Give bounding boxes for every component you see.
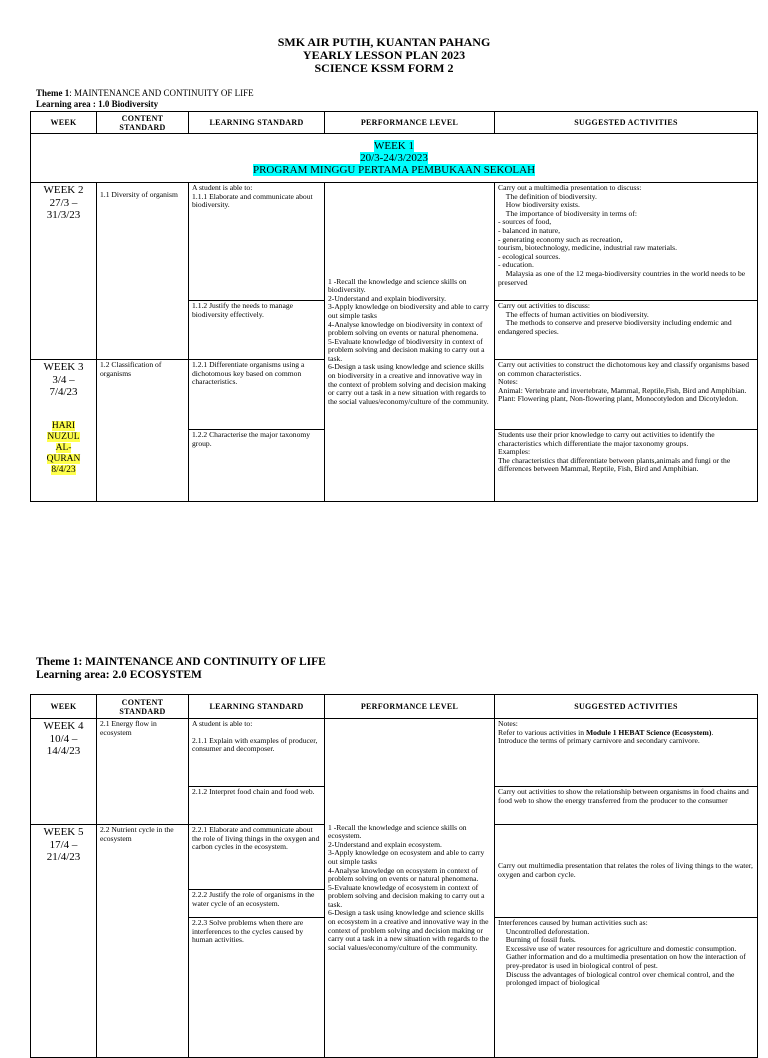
ls-1-2-1: 1.2.1 Differentiate organisms using a dichotomous key based on common characteristics. — [189, 360, 325, 430]
week2-label: WEEK 2 — [43, 184, 84, 196]
col-suggested-activities: SUGGESTED ACTIVITIES — [495, 112, 758, 134]
week5-cell — [31, 825, 97, 1058]
ls-1-1-2: 1.1.2 Justify the needs to manage biodiversity effectively. — [189, 301, 325, 360]
week1-date: 20/3-24/3/2023 — [360, 152, 428, 164]
activity-line: The definition of biodiversity. — [498, 191, 590, 201]
activity-line: Excessive use of water resources for agriculture and domestic consumption. — [498, 943, 729, 953]
week1-banner — [31, 134, 758, 183]
holiday-line: HARI — [51, 420, 76, 431]
pl-3: 3-Apply knowledge on biodiversity and able to carry out simple tasks — [328, 302, 489, 320]
week2-cell — [31, 183, 97, 360]
week2-date-end: 31/3/23 — [46, 209, 81, 221]
activity-line: Examples: — [498, 447, 531, 457]
module-name: Module 1 HEBAT Science (Ecosystem) — [585, 727, 712, 737]
pl-3: 3-Apply knowledge on ecosystem and able to carry out simple tasks — [328, 848, 485, 866]
week1-program: PROGRAM MINGGU PERTAMA PEMBUKAAN SEKOLAH — [252, 164, 536, 176]
col-learning-standard: LEARNING STANDARD — [189, 112, 325, 134]
col-learning-standard: LEARNING STANDARD — [189, 695, 325, 719]
activity-line: Gather information and do a multimedia presentation on how the interaction of prey-predator is used in biological control of pest. — [506, 952, 746, 970]
week4-date-start: 10/4 – — [49, 732, 78, 745]
holiday-line: 8/4/23 — [51, 464, 76, 475]
activity-line: Introduce the terms of primary carnivore and secondary carnivore. — [498, 736, 700, 746]
table-header-row — [31, 695, 758, 719]
theme-line-1 — [36, 88, 254, 98]
activity-line: Animal: Vertebrate and invertebrate, Mammal, Reptile,Fish, Bird and Amphibian. — [498, 385, 747, 395]
week5-content-standard: 2.2 Nutrient cycle in the ecosystem — [97, 825, 189, 1058]
theme-text: : MAINTENANCE AND CONTINUITY OF LIFE — [69, 88, 254, 98]
week4-activities-b: Carry out activities to show the relationship between organisms in food chains and food web to show the energy transferred from the producer to the consumer — [495, 787, 758, 825]
activity-line: Carry out a multimedia presentation to discuss: — [498, 183, 642, 192]
week2-row-a — [31, 183, 758, 301]
ls-1-2-2: 1.2.2 Characterise the major taxonomy group. — [189, 430, 325, 502]
ls-2-2-3: 2.2.3 Solve problems when there are interferences to the cycles caused by human activities. — [189, 918, 325, 1058]
col-performance-level: PERFORMANCE LEVEL — [325, 112, 495, 134]
week5-date-start: 17/4 – — [49, 838, 78, 851]
activity-line: The effects of human activities on biodiversity. — [498, 309, 641, 319]
col-performance-level: PERFORMANCE LEVEL — [325, 695, 495, 719]
activity-line: - ecological sources. — [498, 251, 561, 261]
table-header-row — [31, 112, 758, 134]
refer-text: Refer to various activities in — [498, 727, 586, 737]
activity-line: - generating economy such as recreation, — [498, 234, 623, 244]
week3-activities-b — [495, 430, 758, 502]
week4-row-a — [31, 719, 758, 787]
week2-learning-standard-a — [189, 183, 325, 301]
week4-cell — [31, 719, 97, 825]
learning-area-2: Learning area: 2.0 ECOSYSTEM — [36, 669, 202, 681]
week2-date-start: 27/3 – — [49, 196, 78, 209]
week4-learning-standard-a — [189, 719, 325, 787]
activity-line: Plant: Flowering plant, Non-flowering plant, Monocotyledon and Dicotyledon. — [498, 394, 739, 404]
learning-area-1: Learning area : 1.0 Biodiversity — [36, 99, 159, 109]
activity-line: Carry out activities to construct the dichotomous key and classify organisms based on common characteristics. — [498, 360, 750, 378]
activity-line: The methods to conserve and preserve biodiversity including endemic and endangered species. — [498, 318, 724, 336]
activity-line: - sources of food, — [498, 217, 552, 227]
week3-activities-a — [495, 360, 758, 430]
ls-2-2-1: 2.2.1 Elaborate and communicate about the role of living things in the oxygen and carbon cycles in the ecosystem. — [189, 825, 325, 890]
col-week: WEEK — [31, 112, 97, 134]
pl-2: 2-Understand and explain biodiversity. — [328, 293, 447, 303]
ls-2-2-2: 2.2.2 Justify the role of organisms in the water cycle of an ecosystem. — [189, 890, 325, 918]
week5-activities-a: Carry out multimedia presentation that relates the roles of living things to the water, oxygen and carbon cycle. — [495, 825, 758, 918]
activity-line: The characteristics that differentiate between plants,animals and fungi or the differences between Mammal, Reptile, Fish, Bird and Amphibian. — [498, 455, 731, 474]
performance-level-biodiversity — [325, 183, 495, 502]
activity-line: Burning of fossil fuels. — [498, 935, 569, 945]
activity-line: Students use their prior knowledge to carry out activities to identify the characteristics which differentiate the major taxonomy groups. — [498, 430, 715, 448]
week2-activities-a — [495, 183, 758, 301]
week5-date-end: 21/4/23 — [46, 851, 81, 863]
theme-prefix: Theme 1 — [36, 88, 70, 98]
ls-2-1-2: 2.1.2 Interpret food chain and food web. — [189, 787, 325, 825]
school-name: SMK AIR PUTIH, KUANTAN PAHANG — [277, 35, 491, 49]
activity-line: How biodiversity exists. — [498, 200, 573, 210]
refer-period: . — [711, 727, 714, 737]
pl-4: 4-Analyse knowledge on biodiversity in context of problem solving on events or natural phenomena. — [328, 319, 483, 338]
week4-activities-a — [495, 719, 758, 787]
pl-6: 6-Design a task using knowledge and science skills on ecosystem in a creative and innovative way in the context of problem solving and decision making or carry out a task in a new situation with regards to the social values/economy/culture of the community. — [328, 908, 489, 952]
week3-cell — [31, 360, 97, 502]
pl-1: 1 -Recall the knowledge and science skills on ecosystem. — [328, 822, 467, 841]
week4-date-end: 14/4/23 — [46, 745, 81, 757]
week4-content-standard: 2.1 Energy flow in ecosystem — [97, 719, 189, 825]
activity-line: - education. — [498, 260, 534, 270]
performance-level-ecosystem — [325, 719, 495, 1058]
week3-date-end: 7/4/23 — [49, 386, 78, 398]
week3-label: WEEK 3 — [43, 361, 84, 373]
pl-5: 5-Evaluate knowledge of biodiversity in context of problem solving and decision making to carry out a task. — [328, 336, 485, 363]
activity-line: Notes: — [498, 377, 518, 387]
activity-line: The importance of biodiversity in terms of: — [498, 208, 630, 218]
pl-5: 5-Evaluate knowledge of ecosystem in context of problem solving and decision making to carry out a task. — [328, 882, 485, 909]
week5-label: WEEK 5 — [43, 826, 84, 838]
pl-6: 6-Design a task using knowledge and science skills on biodiversity in a creative and innovative way in the context of problem solving and decision making or carry out a task in a new situation with regards to the social values/economy/culture of the community. — [328, 362, 489, 406]
lesson-table-ecosystem — [30, 694, 758, 1058]
ls-1-1-1: 1.1.1 Elaborate and communicate about biodiversity. — [192, 191, 313, 210]
week2-activities-b — [495, 301, 758, 360]
col-content-standard: CONTENT STANDARD — [97, 695, 189, 719]
lesson-table-biodiversity — [30, 111, 758, 502]
plan-title: YEARLY LESSON PLAN 2023 — [302, 48, 466, 62]
holiday-line: NUZUL — [47, 431, 80, 442]
week1-label: WEEK 1 — [373, 140, 414, 152]
pl-4: 4-Analyse knowledge on ecosystem in context of problem solving on events or natural phenomena. — [328, 865, 479, 884]
holiday-line: QURAN — [46, 453, 81, 464]
week2-content-standard: 1.1 Diversity of organism — [97, 183, 189, 360]
week1-row — [31, 134, 758, 183]
holiday-note — [34, 421, 93, 476]
activity-line: - balanced in nature, — [498, 225, 560, 235]
week4-label: WEEK 4 — [43, 720, 84, 732]
week5-activities-b — [495, 918, 758, 1058]
activity-line: Malaysia as one of the 12 mega-biodiversity countries in the world needs to be preserved — [498, 268, 738, 287]
week3-date-start: 3/4 – — [52, 373, 75, 386]
week3-content-standard: 1.2 Classification of organisms — [97, 360, 189, 502]
ls-intro: A student is able to: — [192, 183, 253, 192]
pl-2: 2-Understand and explain ecosystem. — [328, 839, 442, 849]
subject-title: SCIENCE KSSM FORM 2 — [314, 61, 454, 75]
col-week: WEEK — [31, 695, 97, 719]
holiday-line: AL- — [55, 442, 72, 453]
theme-line-2: Theme 1: MAINTENANCE AND CONTINUITY OF LIFE — [36, 656, 326, 668]
notes-label: Notes: — [498, 719, 518, 728]
ls-intro: A student is able to: — [192, 719, 253, 728]
activity-line: Carry out activities to discuss: — [498, 301, 590, 310]
pl-1: 1 -Recall the knowledge and science skills on biodiversity. — [328, 276, 467, 295]
col-content-standard: CONTENT STANDARD — [97, 112, 189, 134]
col-suggested-activities: SUGGESTED ACTIVITIES — [495, 695, 758, 719]
ls-2-1-1: 2.1.1 Explain with examples of producer, consumer and decomposer. — [192, 735, 318, 754]
activity-line: Discuss the advantages of biological control over chemical control, and the prolonged impact of biological — [506, 969, 735, 988]
activity-line: Uncontrolled deforestation. — [498, 926, 582, 936]
activity-line: tourism, biotechnology, medicine, industrial raw materials. — [498, 243, 677, 253]
activity-line: Interferences caused by human activities such as: — [498, 918, 648, 927]
